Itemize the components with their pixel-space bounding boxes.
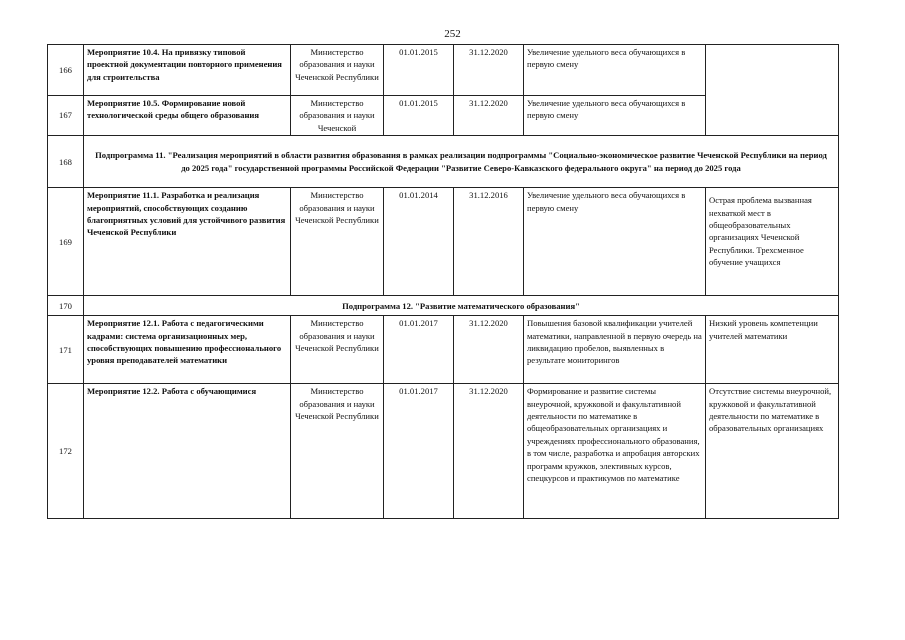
row-number: 170 (48, 296, 84, 316)
subprogram-heading: Подпрограмма 12. "Развитие математического образования" (84, 296, 839, 316)
table-row (48, 316, 839, 384)
start-date: 01.01.2015 (384, 96, 454, 136)
problem (706, 45, 839, 96)
expected-result: Увеличение удельного веса обучающихся в первую смену (524, 96, 706, 136)
row-number: 171 (48, 316, 84, 384)
table-row (48, 188, 839, 296)
page-number: 252 (444, 28, 461, 40)
expected-result: Увеличение удельного веса обучающихся в первую смену (524, 45, 706, 96)
expected-result: Повышения базовой квалификации учителей математики, направленной в первую очередь на ликвидацию пробелов, выявленных в результате мониторингов (524, 316, 706, 384)
row-number: 169 (48, 188, 84, 296)
end-date: 31.12.2020 (454, 45, 524, 96)
start-date: 01.01.2017 (384, 316, 454, 384)
end-date: 31.12.2020 (454, 96, 524, 136)
executor: Министерство образования и науки Чеченской Республики (291, 188, 384, 296)
row-number: 167 (48, 96, 84, 136)
problem: Отсутствие системы внеурочной, кружковой и факультативной деятельности по математике в образовательных организациях (706, 384, 839, 519)
table-row (48, 384, 839, 519)
event-name: Мероприятие 12.2. Работа с обучающимися (84, 384, 291, 519)
table-row (48, 96, 839, 136)
end-date: 31.12.2020 (454, 384, 524, 519)
executor: Министерство образования и науки Чеченской Республики (291, 45, 384, 96)
row-number: 168 (48, 136, 84, 188)
expected-result: Формирование и развитие системы внеурочной, кружковой и факультативной деятельности по математике в общеобразовательных организациях и учреждениях профессионального образования, в том числе, разработка и апробация авторских программ кружков, элективных курсов, спецкурсов и практикумов по математике (524, 384, 706, 519)
table-row (48, 136, 839, 188)
expected-result: Увеличение удельного веса обучающихся в первую смену (524, 188, 706, 296)
event-name: Мероприятие 11.1. Разработка и реализация мероприятий, способствующих созданию благоприятных условий для устойчивого развития Чеченской Республики (84, 188, 291, 296)
row-number: 166 (48, 45, 84, 96)
table-row (48, 296, 839, 316)
executor: Министерство образования и науки Чеченской Республики (291, 384, 384, 519)
event-name: Мероприятие 12.1. Работа с педагогическими кадрами: система организационных мер, способствующих повышению профессионального уровня преподавателей математики (84, 316, 291, 384)
table-row (48, 45, 839, 96)
end-date: 31.12.2020 (454, 316, 524, 384)
event-name: Мероприятие 10.5. Формирование новой технологической среды общего образования (84, 96, 291, 136)
start-date: 01.01.2014 (384, 188, 454, 296)
executor: Министерство образования и науки Чеченской Республики (291, 316, 384, 384)
start-date: 01.01.2017 (384, 384, 454, 519)
executor: Министерство образования и науки Чеченской (291, 96, 384, 136)
row-number: 172 (48, 384, 84, 519)
program-events-table (47, 44, 839, 519)
start-date: 01.01.2015 (384, 45, 454, 96)
problem: Острая проблема вызванная нехваткой мест в общеобразовательных организациях Чеченской Республики. Трехсменное обучение учащихся (706, 188, 839, 296)
subprogram-heading: Подпрограмма 11. "Реализация мероприятий в области развития образования в рамках реализации подпрограммы "Социально-экономическое развитие Чеченской Республики на период до 2025 года" государственной программы Российской Федерации "Развитие Северо-Кавказского федерального округа" на период до 2025 года (84, 136, 839, 188)
end-date: 31.12.2016 (454, 188, 524, 296)
problem: Низкий уровень компетенции учителей математики (706, 316, 839, 384)
event-name: Мероприятие 10.4. На привязку типовой проектной документации повторного применения для строительства (84, 45, 291, 96)
problem (706, 96, 839, 136)
